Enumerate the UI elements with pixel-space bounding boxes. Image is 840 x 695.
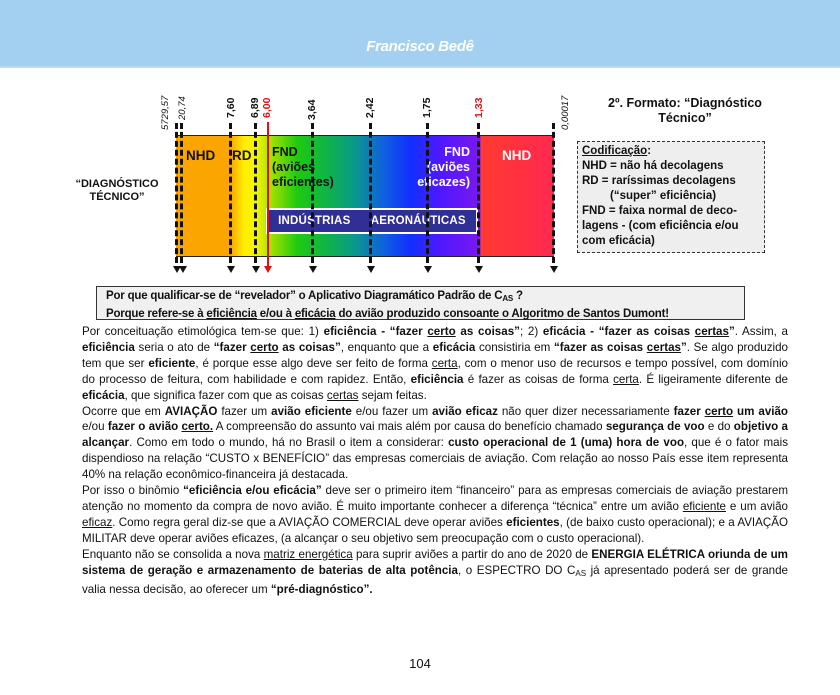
question-line: Por que qualificar-se de “revelador” o Aplicativo Diagramático Padrão de $C_{AS}$ ? [106, 290, 523, 303]
tick-line [426, 123, 429, 263]
industries-banner: INDÚSTRIAS AERONÁUTICAS [266, 208, 478, 234]
tick-label: 6,00 [261, 97, 273, 118]
tick-line [477, 123, 480, 263]
answer-line: Porque refere-se à eficiência e/ou à eficácia do avião produzido consoante o Algoritmo de Santos Dumont! [106, 307, 669, 320]
tick-line [180, 123, 183, 263]
diagnostic-label: “DIAGNÓSTICO TÉCNICO” [75, 178, 159, 203]
tick-line [369, 123, 372, 263]
zone-fnd-efficient: FND (aviões eficientes) [272, 145, 334, 189]
tick-line [229, 123, 232, 263]
arrow-down-icon [179, 266, 187, 273]
paragraph: Enquanto não se consolida a nova matriz energética para suprir aviões a partir do ano de 2020 de ENERGIA ELÉTRICA oriunda de um sistema de geração e armazenamento de baterias de alta potência, o ESPECTRO DO $C_{AS}$ já apresentado poderá ser de grande valia nessa decisão, ao oferecer um “pré-diagnóstico”. [82, 547, 789, 596]
tick-label: 6,89 [249, 97, 261, 118]
tick-line [311, 123, 314, 263]
zone-nhd-left: NHD [186, 148, 216, 163]
page-number: 104 [409, 656, 431, 671]
arrow-down-red-icon [264, 266, 272, 273]
tick-label: 1,33 [473, 97, 485, 118]
tick-label: 0,00017 [560, 95, 571, 130]
arrow-down-icon [424, 266, 432, 273]
paragraph: Ocorre que em AVIAÇÃO fazer um avião eficiente e/ou fazer um avião eficaz não quer dizer necessariamente fazer certo um avião e/ou fazer o avião certo. A compreensão do assunto vai mais além por causa do benefício chamado segurança de voo e do objetivo a alcançar. Como em todo o mundo, há no Brasil o item a considerar: custo operacional de 1 (uma) hora de voo, que é o fator mais dispendioso na relação “CUSTO x BENEFÍCIO” das empresas comerciais de aviação. Com relação ao nosso País esse item representa 40% na relação econômico-financeira já destacada. [82, 404, 789, 482]
arrow-down-icon [475, 266, 483, 273]
arrow-down-icon [309, 266, 317, 273]
tick-line [175, 123, 178, 263]
tick-line [254, 123, 257, 263]
codification-legend: Codificação: NHD = não há decolagens RD = raríssimas decolagens (“super” eficiência) FND = faixa normal de deco- lagens - (com eficiência e/ou com eficácia) [577, 141, 765, 253]
tick-line [552, 123, 555, 263]
format-title: 2º. Formato: “Diagnóstico Técnico” [608, 96, 762, 125]
paragraph: Por isso o binômio “eficiência e/ou eficácia” deve ser o primeiro item “financeiro” para as empresas comerciais de aviação prestarem atenção no momento da compra de novo avião. É muito importante conhecer a diferença “técnica” entre um avião eficiente e um avião eficaz. Como regra geral diz-se que a AVIAÇÃO COMERCIAL deve operar aviões eficientes, (de baixo custo operacional); e a AVIAÇÃO MILITAR deve operar aviões eficazes, (a alcançar o seu objetivo sem preocupação com o custo operacional). [82, 484, 789, 545]
tick-label: 7,60 [225, 97, 237, 118]
author-name: Francisco Bedê [366, 38, 474, 55]
legend-title: Codificação [582, 145, 648, 157]
zone-nhd-right: NHD [502, 148, 532, 163]
question-box [96, 286, 745, 320]
tick-label: 3,64 [306, 99, 318, 120]
tick-line-red [267, 122, 269, 267]
body-text [82, 324, 788, 597]
zone-fnd-effective: FND (aviões eficazes) [417, 145, 470, 189]
tick-label: 1,75 [421, 97, 433, 118]
arrow-down-icon [252, 266, 260, 273]
zone-rd: RD [232, 148, 252, 163]
tick-label: 5729,57 [160, 95, 171, 130]
tick-label: 20,74 [177, 96, 188, 120]
page-header [0, 0, 840, 68]
paragraph: Por conceituação etimológica tem-se que: 1) eficiência - “fazer certo as coisas”; 2) eficácia - “fazer as coisas certas”. Assim, a eficiência seria o ato de “fazer certo as coisas”, enquanto que a eficácia consistiria em “fazer as coisas certas”. Se algo produzido tem que ser eficiente, é porque esse algo deve ser feito de forma certa, com o menor uso de recursos e tempo possível, com domínio do processo de feitura, com habilidade e com rapidez. Então, eficiência é fazer as coisas de forma certa. É ligeiramente diferente de eficácia, que significa fazer com que as coisas certas sejam feitas. [82, 325, 788, 402]
tick-label: 2,42 [364, 97, 376, 118]
arrow-down-icon [367, 266, 375, 273]
arrow-down-icon [550, 266, 558, 273]
arrow-down-icon [227, 266, 235, 273]
